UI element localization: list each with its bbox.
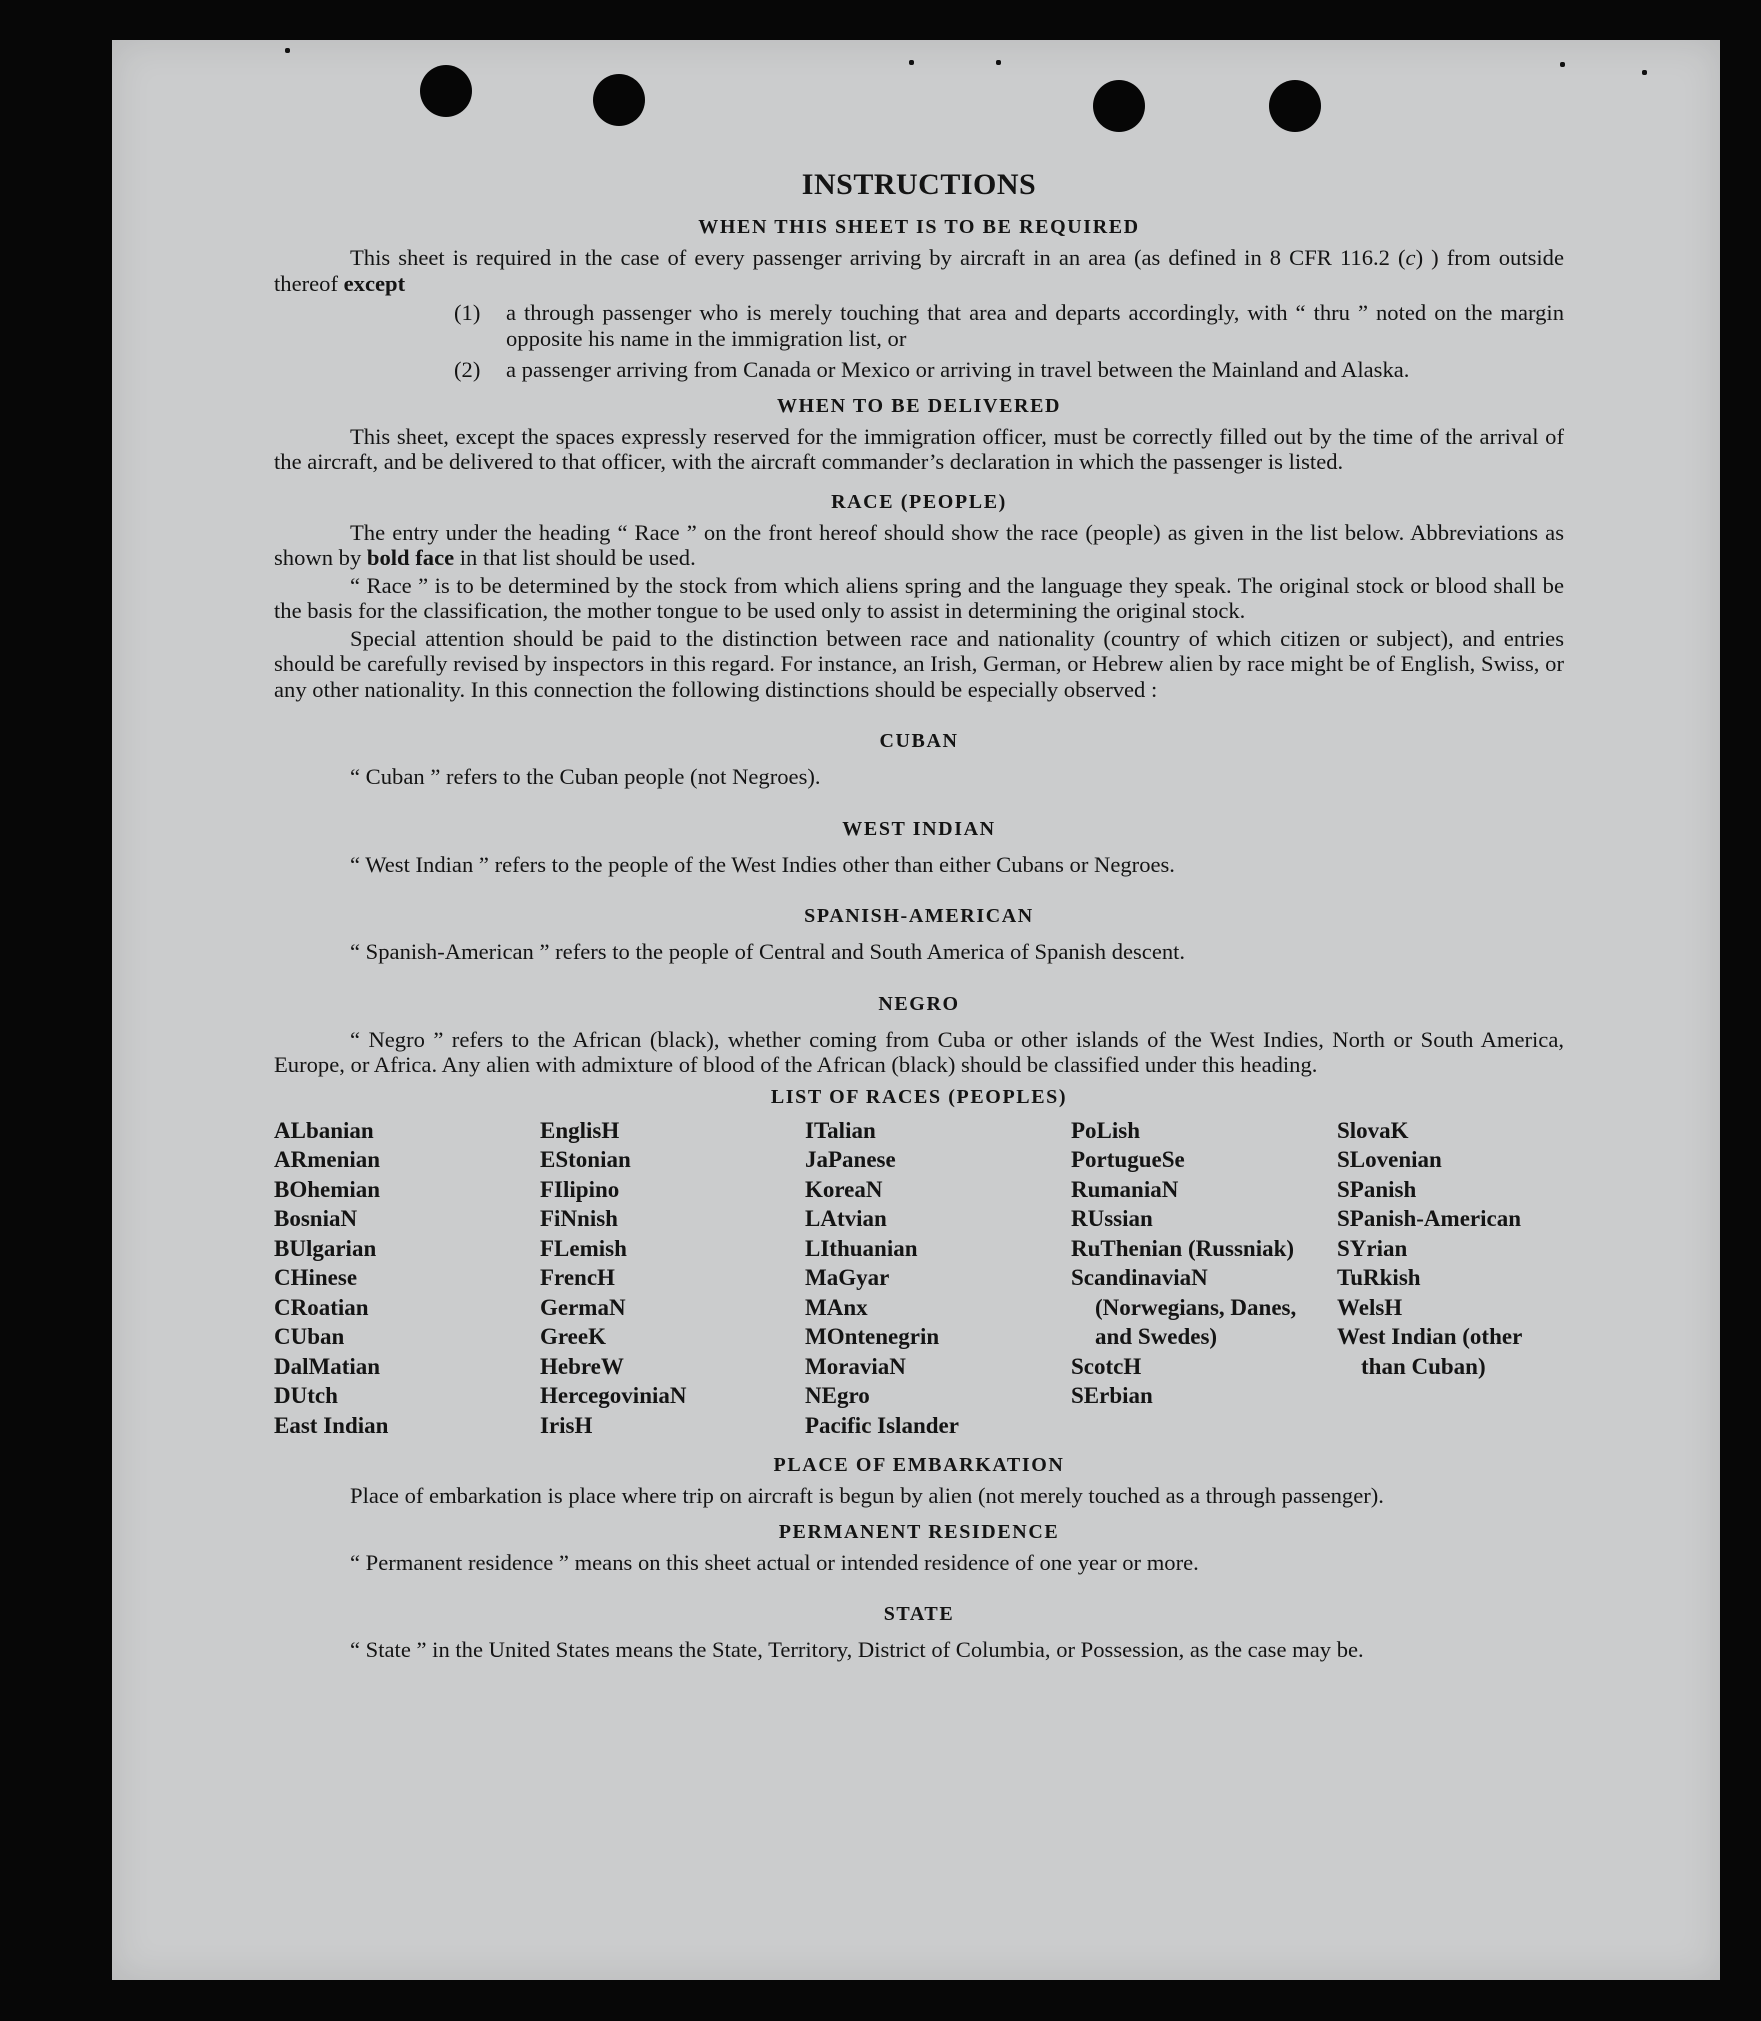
- race-paragraph-3: Special attention should be paid to the distinction between race and nationality (country of which citizen or subject), and entries should be carefully revised by inspectors in this regard. For instance, an Irish, German, or Hebrew alien by race might be of English, Swiss, or any other nationality. In this connection the following distinctions should be especially observed :: [274, 625, 1564, 702]
- race-entry: EnglisH: [540, 1117, 620, 1143]
- race-entry: SErbian: [1071, 1383, 1153, 1408]
- race-entry: CRoatian: [274, 1294, 369, 1320]
- heading-state: STATE: [883, 1603, 955, 1625]
- heading-spanish-american: SPANISH-AMERICAN: [804, 905, 1034, 927]
- heading-race: RACE (PEOPLE): [831, 490, 1007, 513]
- negro-text: “ Negro ” refers to the African (black), whether coming from Cuba or other islands of the West Indies, North or South America, Europe, or Africa. Any alien with admixture of blood of the African (black) should be classified under this heading.: [274, 1026, 1564, 1077]
- west-indian-text: “ West Indian ” refers to the people of the West Indies other than either Cubans or Negroes.: [350, 851, 1175, 877]
- instructions-content: [274, 166, 1564, 1665]
- race-paragraph-1: The entry under the heading “ Race ” on the front hereof should show the race (people) as given in the list below. Abbreviations as shown by bold face in that list should be used.: [274, 519, 1564, 570]
- speck: [1560, 62, 1565, 67]
- speck: [909, 60, 914, 65]
- race-entry: GreeK: [540, 1324, 606, 1349]
- race-entry: LAtvian: [805, 1206, 887, 1231]
- race-entry: LIthuanian: [805, 1235, 918, 1261]
- heading-delivered: WHEN TO BE DELIVERED: [776, 394, 1062, 417]
- race-entry: BUlgarian: [274, 1235, 377, 1261]
- race-entry: KoreaN: [805, 1176, 883, 1202]
- race-entry: EStonian: [540, 1147, 631, 1172]
- race-entry: FiNnish: [540, 1206, 618, 1231]
- race-entry: MOntenegrin: [805, 1324, 940, 1349]
- speck: [1642, 70, 1647, 75]
- punch-hole: [1093, 80, 1145, 132]
- spanish-american-text: “ Spanish-American ” refers to the people of Central and South America of Spanish descent.: [350, 939, 1186, 964]
- heading-west-indian: WEST INDIAN: [842, 817, 996, 840]
- race-entry: NEgro: [805, 1383, 870, 1408]
- race-entry: ScotcH: [1071, 1353, 1142, 1379]
- race-entry: MAnx: [805, 1294, 868, 1320]
- race-entry: RUssian: [1071, 1206, 1153, 1231]
- races-column: [274, 1116, 540, 1441]
- speck: [285, 48, 290, 53]
- race-paragraph-2: “ Race ” is to be determined by the stock from which aliens spring and the language they speak. The original stock or blood shall be the basis for the classification, the mother tongue to be used only to assist in determining the original stock.: [274, 572, 1564, 623]
- race-entry: ARmenian: [274, 1147, 381, 1172]
- page-title: INSTRUCTIONS: [801, 168, 1037, 201]
- race-entry: WelsH: [1337, 1294, 1403, 1320]
- exception-item-1: (1) a through passenger who is merely touching that area and departs accordingly, with “ thru ” noted on the margin opposite his name in the immigration list, or: [454, 300, 1564, 351]
- punch-hole: [1269, 80, 1321, 132]
- race-entry: TuRkish: [1337, 1265, 1421, 1290]
- race-entry: ALbanian: [274, 1117, 374, 1143]
- race-entry: FrencH: [540, 1265, 615, 1290]
- race-entry: PortugueSe: [1071, 1147, 1185, 1172]
- cuban-text: “ Cuban ” refers to the Cuban people (not Negroes).: [350, 764, 821, 789]
- heading-required: WHEN THIS SHEET IS TO BE REQUIRED: [698, 216, 1140, 238]
- exception-item-2: (2) a passenger arriving from Canada or Mexico or arriving in travel between the Mainland and Alaska.: [454, 357, 1410, 382]
- races-column: [1337, 1116, 1564, 1441]
- required-intro: This sheet is required in the case of every passenger arriving by aircraft in an area (as defined in 8 CFR 116.2 (c) ) from outside thereof except: [274, 245, 1564, 296]
- races-column: [540, 1116, 805, 1441]
- race-entry: RumaniaN: [1071, 1176, 1179, 1202]
- race-entry: GermaN: [540, 1294, 626, 1320]
- race-entry: HebreW: [540, 1353, 624, 1379]
- punch-hole: [420, 65, 472, 117]
- race-entry: Pacific Islander: [805, 1412, 959, 1438]
- races-list: [274, 1116, 1564, 1441]
- heading-cuban: CUBAN: [879, 730, 959, 752]
- race-entry: FLemish: [540, 1235, 627, 1261]
- heading-residence: PERMANENT RESIDENCE: [778, 1520, 1060, 1543]
- race-entry: SPanish: [1337, 1176, 1417, 1202]
- race-entry: BosniaN: [274, 1206, 358, 1231]
- heading-list-of-races: LIST OF RACES (PEOPLES): [770, 1085, 1068, 1108]
- race-entry: PoLish: [1071, 1117, 1141, 1143]
- race-entry: MoraviaN: [805, 1353, 906, 1379]
- race-entry: ITalian: [805, 1117, 876, 1143]
- document-sheet: [112, 40, 1720, 1980]
- race-entry: DUtch: [274, 1383, 338, 1408]
- race-entry: CUban: [274, 1324, 345, 1349]
- race-entry: DalMatian: [274, 1353, 381, 1379]
- race-entry: IrisH: [540, 1412, 593, 1438]
- state-text: “ State ” in the United States means the State, Territory, District of Columbia, or Possession, as the case may be.: [350, 1637, 1364, 1662]
- delivered-text: This sheet, except the spaces expressly reserved for the immigration officer, must be correctly filled out by the time of the arrival of the aircraft, and be delivered to that officer, with the aircraft commander’s declaration in which the passenger is listed.: [274, 423, 1564, 474]
- race-entry: SPanish-American: [1337, 1206, 1521, 1231]
- race-entry: ScandinaviaN (Norwegians, Danes, and Swedes): [1071, 1265, 1297, 1349]
- race-entry: RuThenian (Russniak): [1071, 1235, 1295, 1261]
- race-entry: CHinese: [274, 1265, 358, 1290]
- race-entry: West Indian (other than Cuban): [1337, 1324, 1522, 1379]
- race-entry: East Indian: [274, 1412, 389, 1438]
- race-entry: HercegoviniaN: [540, 1383, 687, 1408]
- speck: [996, 60, 1001, 65]
- punch-hole: [593, 74, 645, 126]
- race-entry: SYrian: [1337, 1235, 1408, 1261]
- race-entry: BOhemian: [274, 1176, 381, 1202]
- race-entry: MaGyar: [805, 1265, 890, 1290]
- heading-negro: NEGRO: [878, 992, 960, 1015]
- embarkation-text: Place of embarkation is place where trip on aircraft is begun by alien (not merely touched as a through passenger).: [350, 1483, 1384, 1508]
- heading-embarkation: PLACE OF EMBARKATION: [773, 1454, 1065, 1476]
- races-column: [805, 1116, 1071, 1441]
- race-entry: FIlipino: [540, 1176, 620, 1202]
- race-entry: SLovenian: [1337, 1147, 1442, 1172]
- races-column: [1071, 1116, 1337, 1441]
- residence-text: “ Permanent residence ” means on this sheet actual or intended residence of one year or more.: [350, 1549, 1199, 1575]
- race-entry: SlovaK: [1337, 1117, 1409, 1143]
- race-entry: JaPanese: [805, 1147, 896, 1172]
